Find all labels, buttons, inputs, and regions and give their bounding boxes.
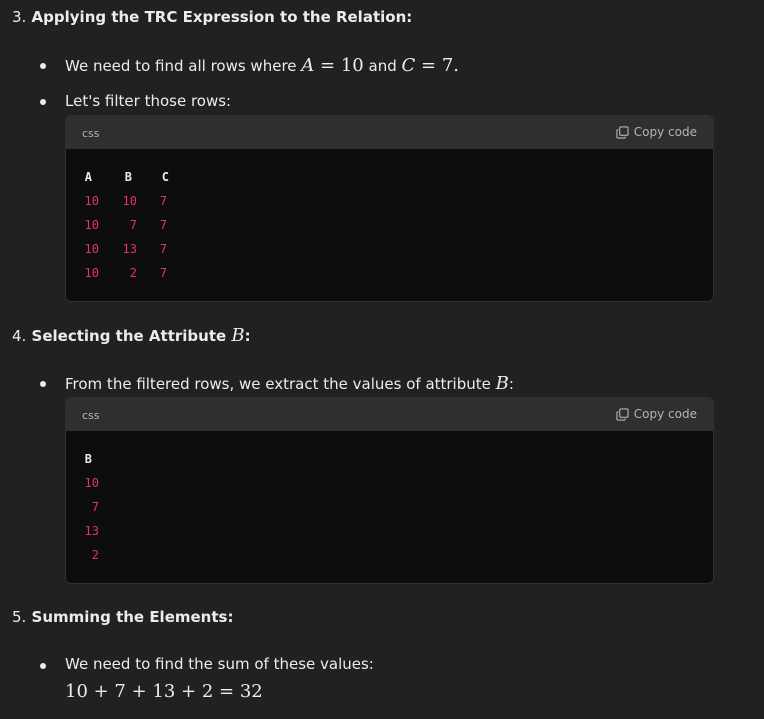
step5-title: Summing the Elements: — [31, 608, 234, 626]
bullet-text: From the filtered rows, we extract the values of attribute — [65, 375, 491, 393]
code-table — [66, 431, 713, 581]
column-header-b: B — [124, 170, 132, 184]
step3-bullet1 — [65, 55, 459, 76]
cell-b: 2 — [91, 548, 99, 562]
cell-a: 10 — [84, 218, 99, 232]
code-block-filtered-rows — [65, 115, 714, 302]
bullet-text: and — [368, 57, 397, 75]
code-block-attribute-b — [65, 397, 714, 584]
cell-b: 2 — [129, 266, 137, 280]
cell-b: 7 — [91, 500, 99, 514]
math-c-equals-7: C = 7. — [401, 55, 460, 76]
math-symbol: B — [231, 325, 245, 346]
copy-code-button[interactable] — [616, 407, 697, 421]
code-header — [66, 116, 713, 149]
cell-b: 10 — [84, 476, 99, 490]
cell-c: 7 — [159, 194, 167, 208]
copy-icon — [616, 126, 629, 139]
cell-b: 7 — [129, 218, 137, 232]
copy-icon — [616, 408, 629, 421]
step4-title: Selecting the Attribute — [31, 327, 227, 345]
copy-code-button[interactable] — [616, 125, 697, 139]
code-language-label: css — [82, 127, 100, 140]
colon: : — [508, 375, 514, 393]
step5-bullet1: We need to find the sum of these values: — [65, 655, 374, 673]
column-header-b: B — [84, 452, 92, 466]
sum-equation: 10 + 7 + 13 + 2 = 32 — [65, 681, 263, 702]
math-a-equals-10: A = 10 — [301, 55, 364, 76]
code-table — [66, 149, 713, 299]
step4-bullet1 — [65, 373, 514, 394]
bullet-dot — [40, 381, 46, 387]
cell-c: 7 — [159, 266, 167, 280]
cell-c: 7 — [159, 218, 167, 232]
step5-number: 5. — [12, 608, 27, 626]
step3-bullet2: Let's filter those rows: — [65, 92, 232, 110]
code-header — [66, 398, 713, 431]
cell-b: 13 — [122, 242, 137, 256]
step4-number: 4. — [12, 327, 27, 345]
cell-a: 10 — [84, 242, 99, 256]
bullet-dot — [40, 663, 46, 669]
period: . — [453, 55, 460, 76]
step3-number: 3. — [12, 8, 27, 26]
step3-title: Applying the TRC Expression to the Relation: — [31, 8, 413, 26]
cell-b: 13 — [84, 524, 99, 538]
colon: : — [244, 327, 251, 345]
bullet-dot — [40, 99, 46, 105]
math-b — [231, 325, 244, 346]
step4-heading — [12, 325, 251, 346]
column-header-c: C — [161, 170, 169, 184]
math-symbol: B — [495, 373, 509, 394]
bullet-dot — [40, 63, 46, 69]
bullet-text: We need to find all rows where — [65, 57, 297, 75]
step3-heading — [12, 8, 412, 26]
step5-heading — [12, 608, 233, 626]
copy-code-label: Copy code — [633, 125, 697, 139]
cell-a: 10 — [84, 194, 99, 208]
cell-b: 10 — [122, 194, 137, 208]
cell-a: 10 — [84, 266, 99, 280]
copy-code-label: Copy code — [633, 407, 697, 421]
math-b — [496, 373, 509, 394]
cell-c: 7 — [159, 242, 167, 256]
code-language-label: css — [82, 409, 100, 422]
column-header-a: A — [84, 170, 92, 184]
